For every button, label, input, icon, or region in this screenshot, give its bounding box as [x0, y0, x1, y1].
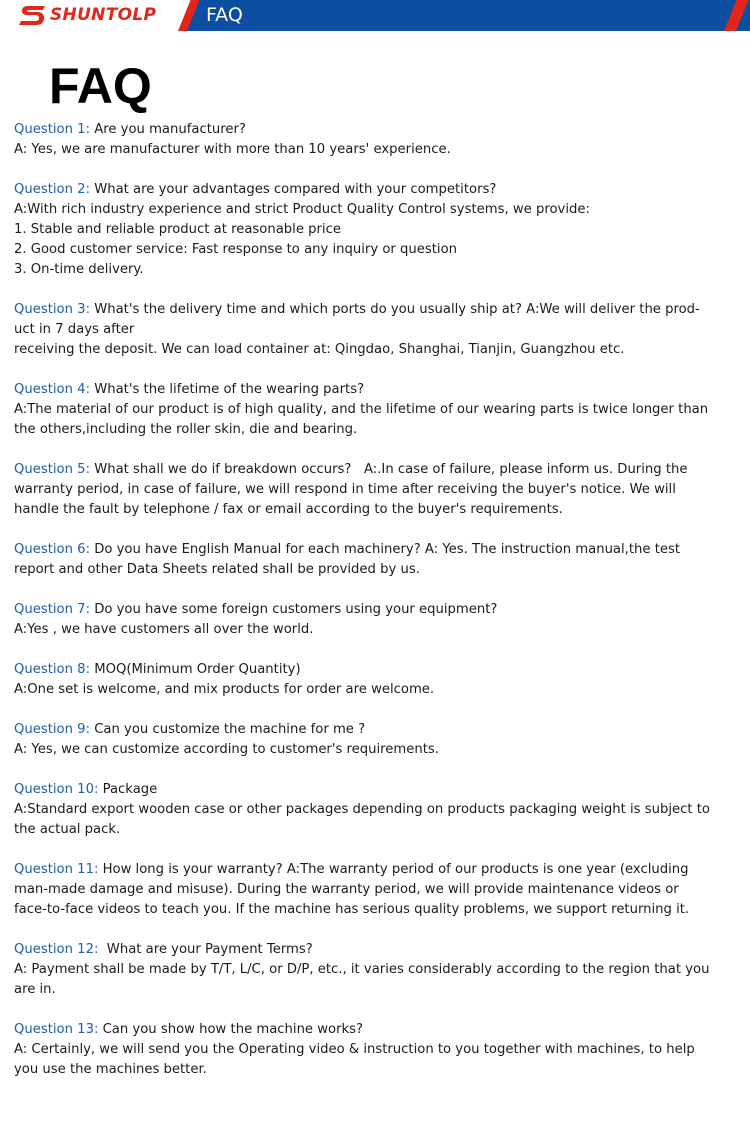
- answer-text: face-to-face videos to teach you. If the machine has serious quality problems, we support returning it.: [14, 902, 690, 917]
- faq-answer-line: [14, 260, 744, 280]
- question-label: Question 1:: [14, 122, 91, 137]
- answer-text: receiving the deposit. We can load container at: Qingdao, Shanghai, Tianjin, Guangzhou etc.: [14, 342, 625, 357]
- answer-text: 2. Good customer service: Fast response to any inquiry or question: [14, 242, 457, 257]
- faq-item: [14, 300, 744, 360]
- faq-answer-line: [14, 200, 744, 220]
- question-label: Question 2:: [14, 182, 91, 197]
- faq-answer-line: [14, 900, 744, 920]
- question-label: Question 12:: [14, 942, 99, 957]
- faq-question-line: [14, 660, 744, 680]
- faq-answer-line: [14, 240, 744, 260]
- question-label: Question 3:: [14, 302, 91, 317]
- banner-title: FAQ: [206, 4, 243, 26]
- question-text: What shall we do if breakdown occurs? A:.In case of failure, please inform us. During the: [90, 462, 688, 477]
- answer-text: A: Certainly, we will send you the Operating video & instruction to you together with machines, to help: [14, 1042, 695, 1057]
- question-label: Question 9:: [14, 722, 91, 737]
- faq-item: [14, 860, 744, 920]
- faq-answer-line: [14, 620, 744, 640]
- faq-question-line: [14, 380, 744, 400]
- brand-logo-icon: [18, 3, 48, 27]
- answer-text: A:Standard export wooden case or other packages depending on products packaging weight is subject to: [14, 802, 710, 817]
- answer-text: A:One set is welcome, and mix products for order are welcome.: [14, 682, 435, 697]
- answer-text: are in.: [14, 982, 56, 997]
- faq-question-line: [14, 120, 744, 140]
- question-text: How long is your warranty? A:The warranty period of our products is one year (excluding: [98, 862, 689, 877]
- faq-item: [14, 1020, 744, 1080]
- faq-answer-line: [14, 820, 744, 840]
- accent-stripe-right: [724, 0, 749, 31]
- question-label: Question 4:: [14, 382, 91, 397]
- faq-answer-line: [14, 800, 744, 820]
- faq-item: [14, 120, 744, 160]
- question-label: Question 13:: [14, 1022, 99, 1037]
- faq-item: [14, 460, 744, 520]
- question-label: Question 10:: [14, 782, 99, 797]
- answer-text: A:With rich industry experience and strict Product Quality Control systems, we provide:: [14, 202, 590, 217]
- faq-item: [14, 540, 744, 580]
- answer-text: uct in 7 days after: [14, 322, 135, 337]
- question-label: Question 8:: [14, 662, 91, 677]
- faq-answer-line: [14, 220, 744, 240]
- answer-text: you use the machines better.: [14, 1062, 207, 1077]
- answer-text: the others,including the roller skin, die and bearing.: [14, 422, 358, 437]
- answer-text: A: Payment shall be made by T/T, L/C, or D/P, etc., it varies considerably according to the region that you: [14, 962, 710, 977]
- header-banner: [0, 0, 750, 31]
- faq-answer-line: [14, 1060, 744, 1080]
- question-text: What's the delivery time and which ports do you usually ship at? A:We will deliver the prod-: [90, 302, 700, 317]
- answer-text: 3. On-time delivery.: [14, 262, 144, 277]
- faq-item: [14, 660, 744, 700]
- faq-item: [14, 600, 744, 640]
- question-text: Do you have some foreign customers using your equipment?: [90, 602, 498, 617]
- faq-question-line: [14, 1020, 744, 1040]
- question-text: What are your Payment Terms?: [98, 942, 313, 957]
- faq-item: [14, 180, 744, 280]
- faq-answer-line: [14, 500, 744, 520]
- answer-text: warranty period, in case of failure, we will respond in time after receiving the buyer's notice. We will: [14, 482, 676, 497]
- faq-question-line: [14, 720, 744, 740]
- faq-answer-line: [14, 420, 744, 440]
- answer-text: 1. Stable and reliable product at reasonable price: [14, 222, 341, 237]
- question-text: What's the lifetime of the wearing parts?: [90, 382, 365, 397]
- faq-answer-line: [14, 1040, 744, 1060]
- faq-question-line: [14, 300, 744, 320]
- faq-item: [14, 940, 744, 1000]
- faq-item: [14, 720, 744, 760]
- faq-answer-line: [14, 560, 744, 580]
- faq-question-line: [14, 780, 744, 800]
- faq-answer-line: [14, 400, 744, 420]
- faq-answer-line: [14, 140, 744, 160]
- faq-question-line: [14, 180, 744, 200]
- faq-item: [14, 780, 744, 840]
- question-text: What are your advantages compared with your competitors?: [90, 182, 497, 197]
- answer-text: report and other Data Sheets related shall be provided by us.: [14, 562, 420, 577]
- question-text: Can you show how the machine works?: [98, 1022, 364, 1037]
- faq-item: [14, 380, 744, 440]
- faq-answer-line: [14, 480, 744, 500]
- answer-text: the actual pack.: [14, 822, 121, 837]
- faq-answer-line: [14, 740, 744, 760]
- faq-list: [14, 120, 744, 1100]
- faq-question-line: [14, 460, 744, 480]
- question-text: Are you manufacturer?: [90, 122, 246, 137]
- faq-question-line: [14, 540, 744, 560]
- faq-answer-line: [14, 320, 744, 340]
- question-label: Question 7:: [14, 602, 91, 617]
- faq-question-line: [14, 860, 744, 880]
- question-text: Package: [98, 782, 158, 797]
- faq-answer-line: [14, 880, 744, 900]
- answer-text: man-made damage and misuse). During the warranty period, we will provide maintenance videos or: [14, 882, 679, 897]
- faq-answer-line: [14, 960, 744, 980]
- faq-question-line: [14, 940, 744, 960]
- answer-text: A:The material of our product is of high quality, and the lifetime of our wearing parts is twice longer than: [14, 402, 709, 417]
- faq-answer-line: [14, 980, 744, 1000]
- faq-answer-line: [14, 680, 744, 700]
- question-text: MOQ(Minimum Order Quantity): [90, 662, 301, 677]
- question-label: Question 6:: [14, 542, 91, 557]
- question-label: Question 5:: [14, 462, 91, 477]
- brand-name: SHUNTOLP: [50, 5, 157, 25]
- page-title: FAQ: [49, 58, 152, 114]
- faq-question-line: [14, 600, 744, 620]
- question-text: Can you customize the machine for me ?: [90, 722, 366, 737]
- question-text: Do you have English Manual for each machinery? A: Yes. The instruction manual,the test: [90, 542, 681, 557]
- question-label: Question 11:: [14, 862, 99, 877]
- answer-text: handle the fault by telephone / fax or email according to the buyer's requirements.: [14, 502, 563, 517]
- faq-answer-line: [14, 340, 744, 360]
- answer-text: A:Yes , we have customers all over the world.: [14, 622, 314, 637]
- answer-text: A: Yes, we can customize according to customer's requirements.: [14, 742, 439, 757]
- answer-text: A: Yes, we are manufacturer with more than 10 years' experience.: [14, 142, 451, 157]
